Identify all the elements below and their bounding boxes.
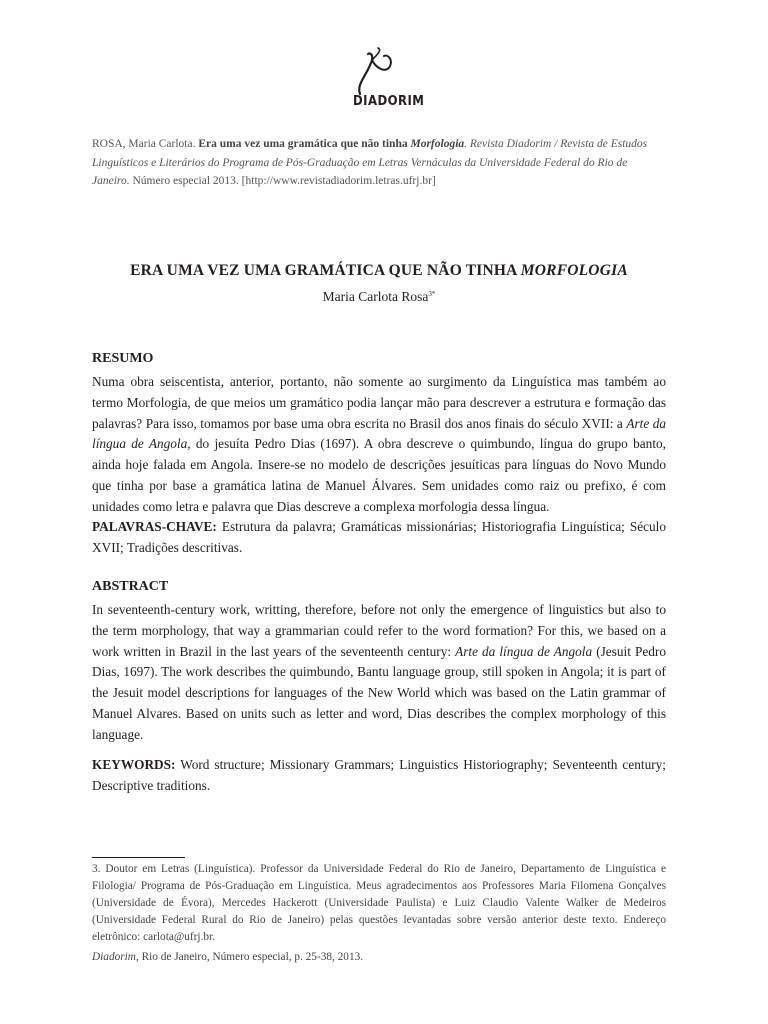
palavras-chave-label: PALAVRAS-CHAVE: (92, 519, 217, 534)
article-title (92, 262, 666, 280)
abstract-text-part2: (Jesuit Pedro Dias, 1697). The work describes the quimbundo, Bantu language group, still spoken in Angola; it is part of the Jesuit model descriptions for languages of the New World which was based on the Latin grammar of Manuel Alvares. Based on units such as letter and word, Dias describes the complex morphology of this language. (92, 643, 666, 742)
page-footer (92, 951, 363, 963)
citation-title-italic: Morfologia (410, 138, 465, 150)
palavras-chave-text: Estrutura da palavra; Gramáticas missionárias; Historiografia Linguística; Século XVII; Tradições descritivas. (92, 519, 667, 555)
footer-journal: Diadorim (92, 951, 136, 963)
abstract-text-part1: In seventeenth-century work, writting, therefore, before not only the emergence of linguistics but also to the term morphology, that way a grammarian could refer to the word formation? For this, we based on a work written in Brazil in the last years of the seventeenth century: (92, 602, 666, 659)
logo-text: DIADORIM (353, 94, 425, 109)
citation-journal: . Revista Diadorim / Revista de Estudos Linguísticos e Literários do Programa de Pós-Graduação em Letras Vernáculas da Universidade Federal do Rio de Janeiro. (92, 138, 648, 187)
footnote: 3. Doutor em Letras (Linguística). Professor da Universidade Federal do Rio de Janeiro, Departamento de Linguística e Filologia/ Programa de Pós-Graduação em Linguística. Meus agradecimentos aos Professores Maria Filomena Gonçalves (Universidade de Évora), Mercedes Hackerott (Universidade Paulista) e Luiz Claudio Valente Walker de Medeiros (Universidade Federal Rural do Rio de Janeiro) pelas questões levantadas sobre versão anterior deste texto. Endereço eletrônico: carlota@ufrj.br. (92, 863, 666, 943)
citation (92, 135, 666, 191)
keywords-label: KEYWORDS: (92, 757, 176, 772)
resumo-work-title: Arte da língua de Angola, (92, 415, 667, 452)
footnote-mark: 3* (428, 290, 436, 298)
keywords-text: Word structure; Missionary Grammars; Linguistics Historiography; Seventeenth century; Descriptive traditions. (92, 757, 666, 793)
author-line (92, 289, 666, 305)
citation-title: Era uma vez uma gramática que não tinha (198, 138, 408, 150)
citation-author: ROSA, Maria Carlota. (92, 138, 196, 150)
resumo-text (92, 372, 666, 518)
citation-edition: Número especial 2013. [http://www.revistadiadorim.letras.ufrj.br] (132, 175, 436, 187)
abstract-work-title: Arte da língua de Angola (455, 643, 593, 659)
resumo-heading: RESUMO (92, 351, 154, 366)
abstract-text (92, 600, 666, 746)
author-name: Maria Carlota Rosa (322, 289, 429, 304)
resumo-text-part1: Numa obra seiscentista, anterior, portanto, não somente ao surgimento da Linguística mas também ao termo Morfologia, de que meios um gramático podia lançar mão para descrever a estrutura e formação das palavras? Para isso, tomamos por base uma obra escrita no Brasil dos anos finais do século XVII: a (92, 374, 666, 431)
palavras-chave (92, 517, 666, 559)
title-main: ERA UMA VEZ UMA GRAMÁTICA QUE NÃO TINHA (130, 262, 517, 279)
resumo-text-part2: do jesuíta Pedro Dias (1697). A obra descreve o quimbundo, língua do grupo banto, ainda hoje falada em Angola. Insere-se no modelo de descrições jesuíticas para línguas do Novo Mundo que tinha por base a gramática latina de Manuel Álvares. Sem unidades como raiz ou prefixo, é com unidades como letra e palavra que Dias descreve a complexa morfologia dessa língua. (92, 436, 666, 514)
title-italic: MORFOLOGIA (520, 262, 628, 279)
abstract-heading: ABSTRACT (92, 579, 169, 594)
footer-details: , Rio de Janeiro, Número especial, p. 25-38, 2013. (135, 951, 364, 963)
keywords (92, 755, 666, 797)
footnote-rule (92, 857, 185, 858)
